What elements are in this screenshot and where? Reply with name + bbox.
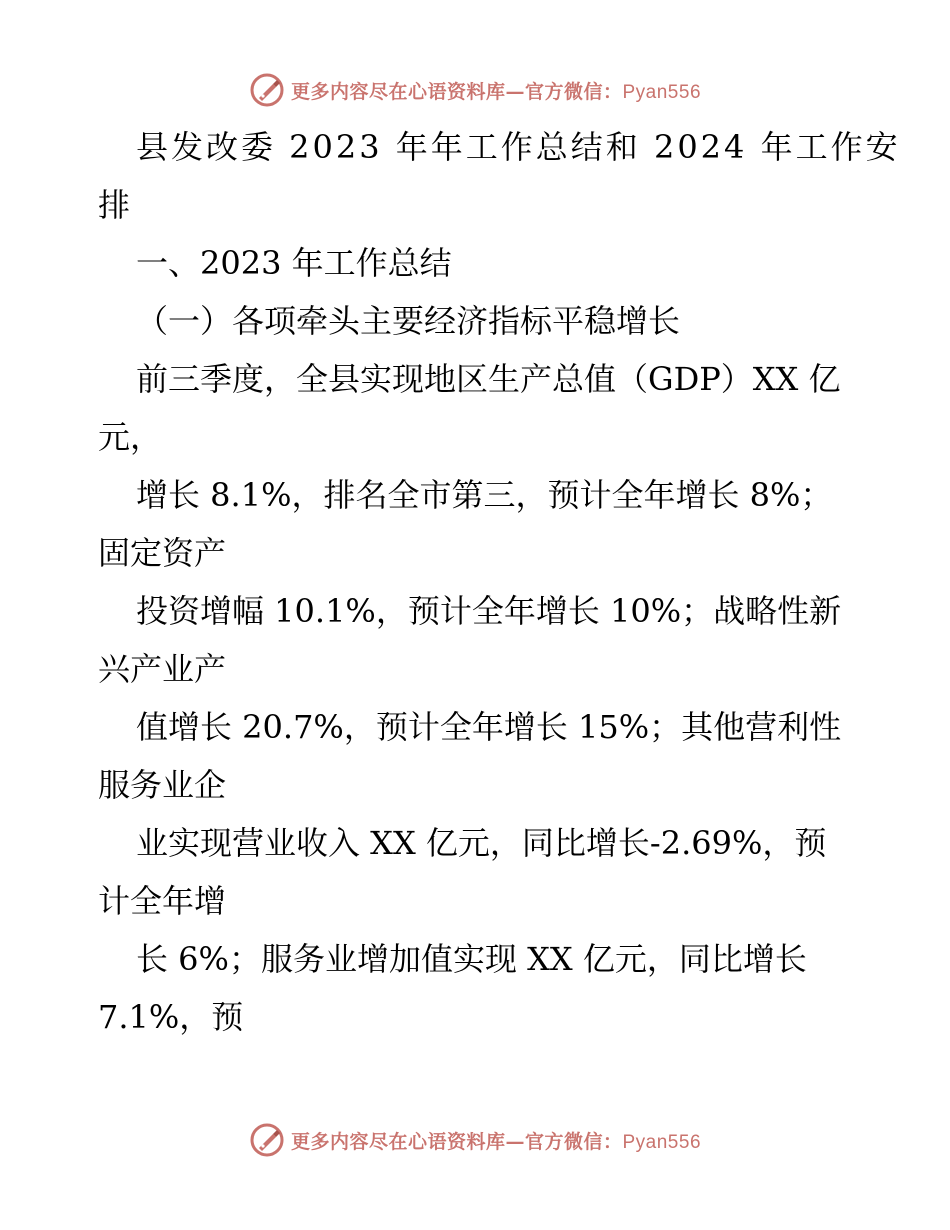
text-line: 增长 8.1%，排名全市第三，预计全年增长 8%； <box>136 476 833 514</box>
text-line: 固定资产 <box>98 534 227 572</box>
watermark-text: 更多内容尽在心语资料库—官方微信：Pyan556 <box>290 80 702 103</box>
text-line: 值增长 20.7%，预计全年增长 15%；其他营利性 <box>136 708 842 746</box>
footer-watermark <box>0 1120 950 1160</box>
header-watermark <box>0 70 950 110</box>
text-line: 前三季度，全县实现地区生产总值（GDP）XX 亿 <box>136 360 841 398</box>
text-line: 一、2023 年工作总结 <box>136 244 452 282</box>
watermark-text: 更多内容尽在心语资料库—官方微信：Pyan556 <box>290 1130 702 1153</box>
text-line: 兴产业产 <box>98 650 227 688</box>
document-body <box>98 118 901 1046</box>
text-line: 排 <box>98 186 131 224</box>
document-title-line: 县发改委 2023 年年工作总结和 2024 年工作安 <box>136 128 901 166</box>
text-line: 业实现营业收入 XX 亿元，同比增长-2.69%，预 <box>136 824 827 862</box>
text-line: 元， <box>98 418 163 456</box>
text-line: 7.1%，预 <box>98 998 244 1036</box>
pen-nib-logo-icon <box>249 1122 285 1158</box>
text-line: 计全年增 <box>98 882 227 920</box>
text-line: 投资增幅 10.1%，预计全年增长 10%；战略性新 <box>136 592 842 630</box>
text-line: 服务业企 <box>98 766 227 804</box>
text-line: 长 6%；服务业增加值实现 XX 亿元，同比增长 <box>136 940 807 978</box>
pen-nib-logo-icon <box>249 72 285 108</box>
text-line: （一）各项牵头主要经济指标平稳增长 <box>136 302 681 340</box>
